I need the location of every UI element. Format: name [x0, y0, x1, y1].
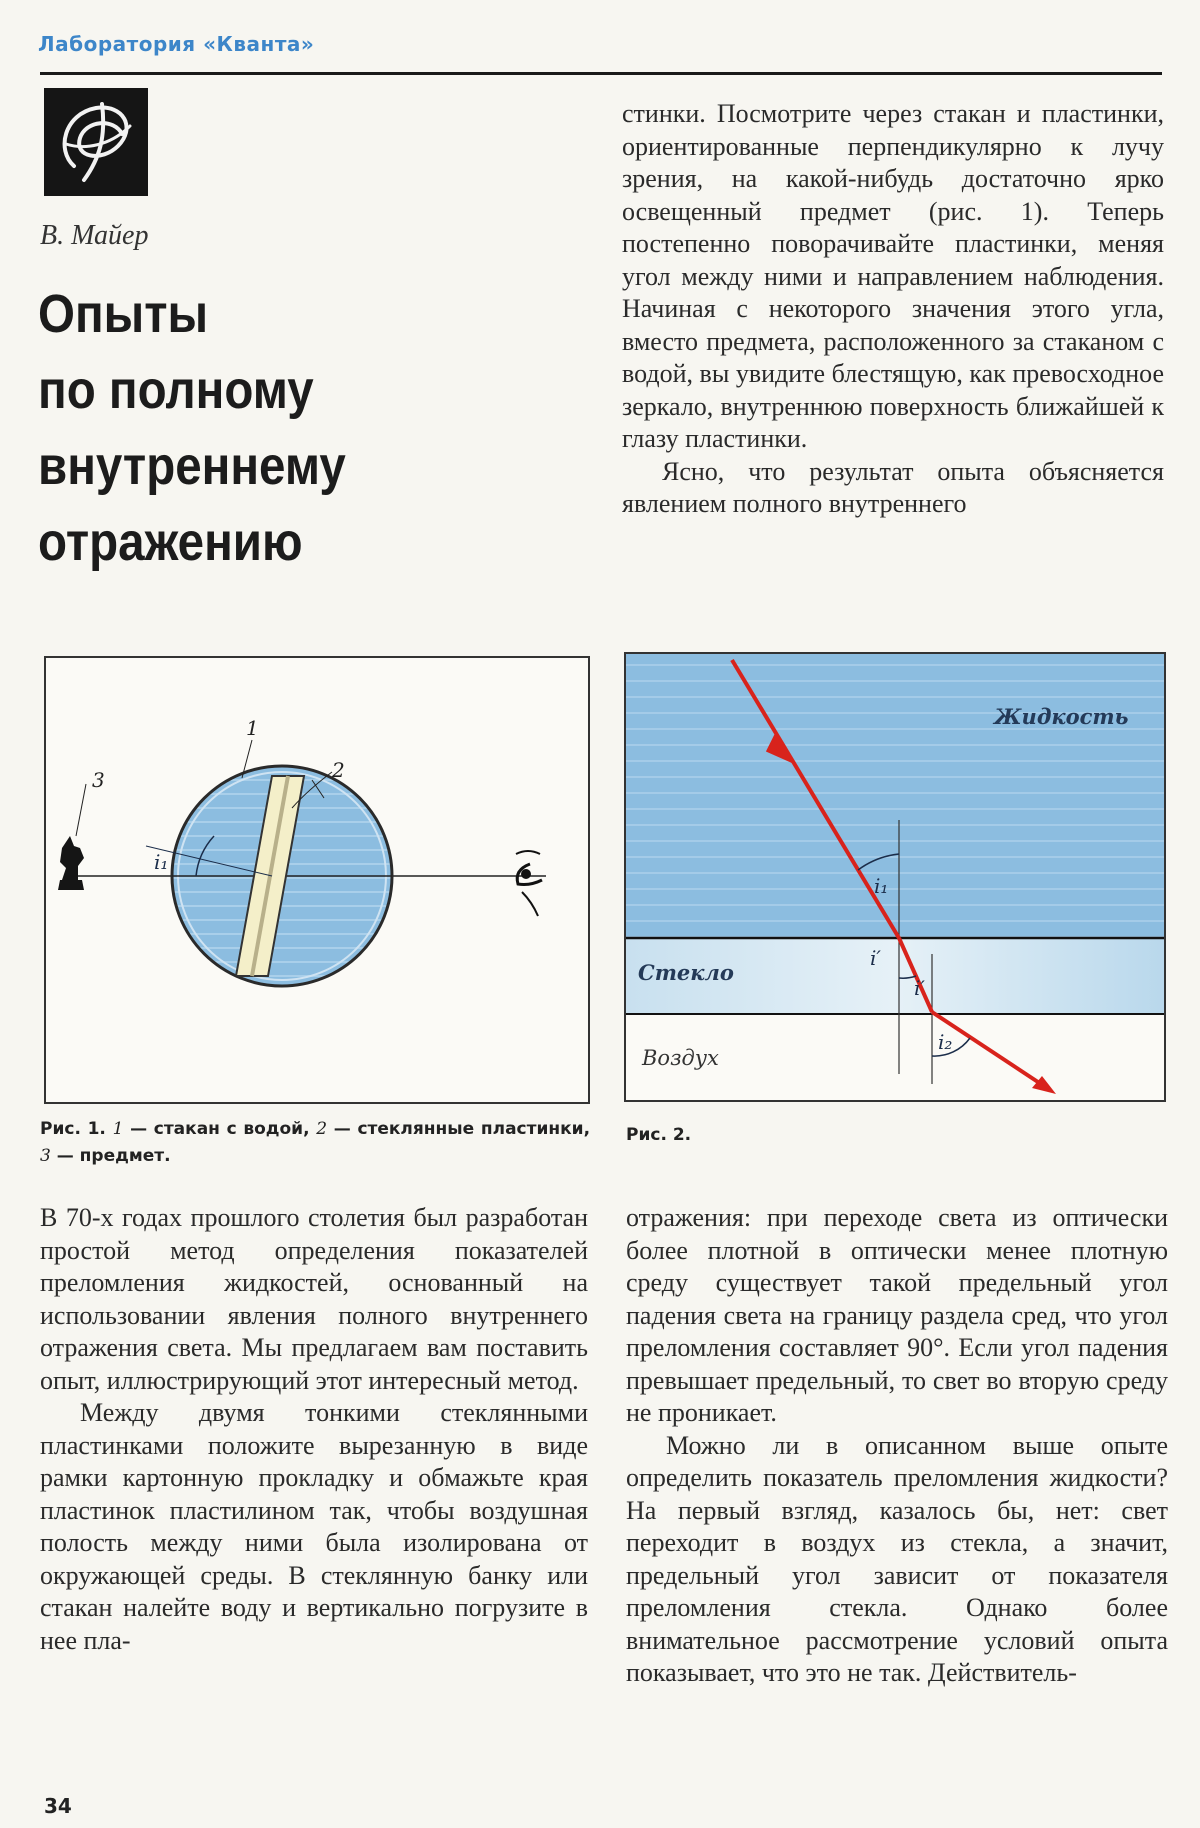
section-logo-icon — [44, 88, 148, 196]
author-name: В. Майер — [40, 220, 149, 251]
caption-number: 3 — [40, 1146, 51, 1166]
page-number: 34 — [44, 1794, 72, 1818]
title-line: по полному — [38, 360, 314, 420]
caption-text: — предмет. — [56, 1146, 171, 1166]
label-object: 3 — [92, 768, 105, 792]
column-right-bottom — [626, 1202, 1168, 1690]
label-plates: 2 — [332, 758, 345, 782]
liquid-layer — [626, 654, 1164, 938]
label-angle-i1: i₁ — [154, 850, 169, 874]
paragraph: отражения: при переходе света из оптически более плотной в оптически менее плотную среду существует такой предельный угол падения света на границу раздела сред, что угол преломления составляет 90°. Если угол падения превышает предельный, то свет во вторую среду не проникает. — [626, 1203, 1168, 1427]
figure-1 — [44, 656, 590, 1104]
paragraph: Между двумя тонкими стеклянными пластинками положите вырезанную в виде рамки картонную прокладку и обмажьте края пластинок пластилином так, чтобы воздушная полость между ними была изолирована от окружающей среды. В стеклянную банку или стакан налейте воду и вертикально погрузите в нее пла- — [40, 1398, 588, 1655]
figure-2 — [624, 652, 1166, 1102]
paragraph: Ясно, что результат опыта объясняется явлением полного внутреннего — [622, 456, 1164, 518]
caption-number: 2 — [316, 1119, 328, 1139]
column-left-bottom — [40, 1202, 588, 1657]
caption-prefix: Рис. 1. — [40, 1119, 106, 1139]
paragraph: стинки. Посмотрите через стакан и пластинки, ориентированные перпендикулярно к лучу зрения, на какой-нибудь достаточно ярко освещенный предмет (рис. 1). Теперь постепенно поворачивайте пластинки, меняя угол между ними и направлением наблюдения. Начиная с некоторого значения этого угла, вместо предмета, расположенного за стаканом с водой, вы увидите блестящую, как превосходное зеркало, внутреннюю поверхность ближайшей к глазу пластинки. — [622, 99, 1164, 453]
caption-text: — стакан с водой, — [130, 1119, 310, 1139]
title-line: отражению — [38, 512, 303, 572]
label-i2: i₂ — [938, 1030, 953, 1054]
article-title — [38, 276, 496, 580]
label-air: Воздух — [642, 1046, 719, 1070]
section-header: Лаборатория «Кванта» — [38, 32, 315, 56]
caption-text: — стеклянные пластинки, — [333, 1119, 591, 1139]
eye-icon — [516, 851, 542, 916]
paragraph: В 70-х годах прошлого столетия был разработан простой метод определения показателей преломления жидкостей, основанный на использовании явления полного внутреннего отражения света. Мы предлагаем вам поставить опыт, иллюстрирующий этот интересный метод. — [40, 1203, 588, 1395]
label-liquid: Жидкость — [994, 704, 1129, 729]
column-right-top — [622, 98, 1164, 521]
label-i1: i₁ — [874, 874, 889, 898]
label-i-prime-left: i′ — [870, 946, 881, 970]
paragraph: Можно ли в описанном выше опыте определить показатель преломления жидкости? На первый взгляд, казалось бы, нет: свет переходит в воздух из стекла, а значит, предельный угол зависит от показателя преломления стекла. Однако более внимательное рассмотрение условий опыта показывает, что это не так. Действитель- — [626, 1430, 1168, 1687]
label-glass: Стекло — [638, 960, 734, 985]
label-glass: 1 — [246, 716, 259, 740]
title-line: внутреннему — [38, 436, 346, 496]
figure-1-caption — [40, 1116, 590, 1170]
caption-number: 1 — [112, 1119, 124, 1139]
label-i-prime-right: i′ — [914, 976, 925, 1000]
header-rule — [40, 72, 1162, 75]
title-line: Опыты — [38, 284, 209, 344]
figure-2-caption: Рис. 2. — [626, 1125, 692, 1145]
figure-1-drawing — [46, 658, 588, 1102]
chess-knight-icon — [58, 836, 84, 890]
